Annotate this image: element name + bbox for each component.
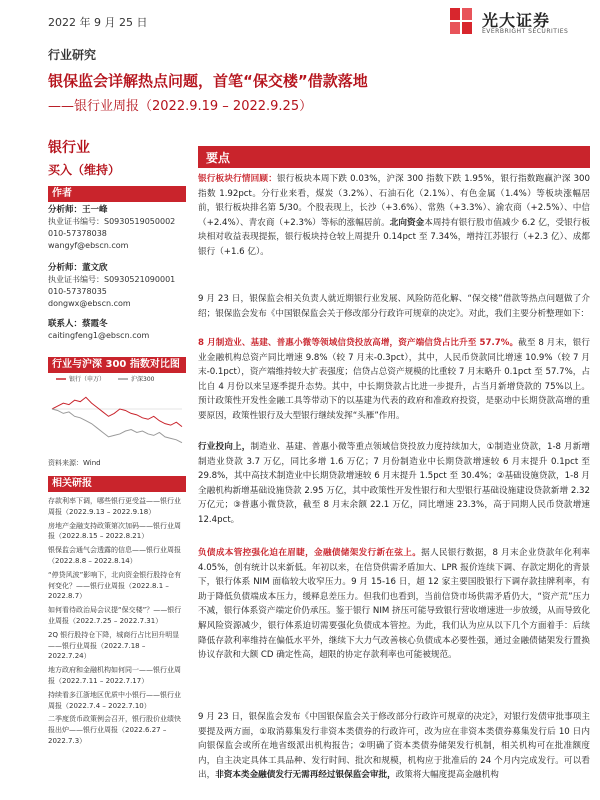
related-report-item[interactable]: 二季度货币政策例会召开，银行股价业绩快报出炉——银行业周报（2022.6.27 – 2022.7.3） — [48, 715, 181, 745]
northbound-text: 本周持有银行股市值减少 6.2 亿，受银行板块相对收益表现提振，银行板块持仓较上周提升 0.14pct 至 7.34%，增持江苏银行（+2.3 亿）、成都银行（+1.6 亿）。 — [198, 217, 590, 257]
related-report-item[interactable]: 房地产金融支持政策第次加码——银行业周报（2022.8.15 – 2022.8.21） — [48, 521, 181, 541]
bond-approval-text: 9 月 23 日，银保监会发布《中国银保监会关于修改部分行政许可规章的决定》，对银行发债审批事项主要提及两方面，①取消募集发行非资本类债券的行政许可，改为应在非资本类债券募集发行后 10 日内向银保监会或所在地省级派出机构报告；②明确了资本类债券储架发行机制，相关机构可在批准额度内，自主决定具体工具品种、发行时间、批次和规模，机构应于批准后的 24 个月内完成发行。可以看出， — [198, 712, 590, 781]
sector-name: 银行业 — [48, 140, 90, 156]
analyst2-name: 分析师：董文欣 — [48, 263, 108, 273]
sectors-lead: 行业投向上， — [198, 442, 251, 452]
paragraph-liability-cost — [198, 546, 590, 663]
analyst2-cert: 执业证书编号：S0930521090001 — [48, 275, 176, 284]
authors-section-header: 作者 — [48, 186, 186, 202]
paragraph-intro: 9 月 23 日，银保监会相关负责人就近期银行业发展、风险防范化解、“保交楼”借款等热点问题做了介绍；银保监会发布《中国银保监会关于修改部分行政许可规章的决定》。对此，我们主要分析整理如下： — [198, 294, 590, 319]
everbright-logo-icon — [448, 6, 476, 38]
analyst1-name: 分析师：王一峰 — [48, 205, 108, 215]
market-review-lead: 银行板块行情回顾： — [198, 174, 277, 184]
bond-approval-bold: 非资本类金融债发行无需再经过银保监会审批， — [215, 770, 396, 781]
analyst1-phone: 010-57378038 — [48, 229, 107, 238]
paragraph-bond-approval — [198, 710, 590, 800]
company-logo — [448, 6, 588, 42]
report-title: 银保监会详解热点问题，首笔“保交楼”借款落地 — [48, 72, 368, 90]
northbound-lead: 北向资金 — [389, 217, 425, 228]
related-report-item[interactable]: 地方政府和金融机构如何同一——银行业周报（2022.7.11 – 2022.7.17） — [48, 666, 181, 685]
legend-label-0: 银行（申万） — [69, 376, 106, 383]
report-type: 行业研究 — [48, 48, 97, 62]
paragraph-credit — [198, 336, 590, 424]
keypoints-label: 要点 — [206, 151, 231, 165]
analyst1-cert: 执业证书编号：S0930519050002 — [48, 217, 176, 226]
credit-lead: 8 月制造业、基建、普惠小微等领域信贷投放高增，资产端信贷占比升至 57.7%。 — [198, 338, 519, 348]
related-reports-list — [48, 496, 186, 750]
analyst1-email[interactable]: wangyf@ebscn.com — [48, 241, 129, 250]
related-report-item[interactable]: 如何看待政治局会议提“保交楼”？——银行业周报（2022.7.25 – 2022.7.31） — [48, 606, 182, 625]
logo-text-cn: 光大证券 — [482, 11, 551, 30]
chart-section-header: 行业与沪深 300 指数对比图 — [48, 357, 186, 373]
rating: 买入（维持） — [48, 163, 121, 177]
related-report-item[interactable]: 银保监会通气会透露的信息——银行业周报（2022.8.8 – 2022.8.14） — [48, 546, 181, 565]
paragraph-sectors — [198, 440, 590, 528]
related-report-item[interactable]: 存款利率下调，哪些银行更受益——银行业周报（2022.9.13 – 2022.9.18） — [48, 497, 181, 516]
chart-source: 资料来源：Wind — [48, 459, 101, 467]
liability-text: 据人民银行数据，8 月末企业贷款年化利率 4.05%，创有统计以来新低。年初以来，在信贷供需矛盾加大、LPR 报价连续下调、存款定期化的背景下，银行体系 NIM 面临较大收窄压力。9 月 15-16 日，超 12 家主要国股银行下调存款挂牌利率，有助于降低负债端成本压力，缓释息差压力。但我们也看到，当前信贷市场供需矛盾仍大，“资产荒”压力不减，银行体系资产端定价仍承压。鉴于银行 NIM 挤压可能导致银行营收增速进一步放缓，从而导致化解风险资源减少，银行体系迫切需要强化负债成本管控。为此，我们认为应从以下几个方面着手：后续降低存款利率维持在偏低水平外，继续下大力气改善核心负债成本必要性强，通过金融债储架发行置换协议存款和大额 CD 确定性高，超限的协定存款利率也可能被规范。 — [198, 548, 590, 661]
legend-label-1: 沪深300 — [131, 376, 155, 383]
report-subtitle: ——银行业周报（2022.9.19 – 2022.9.25） — [48, 99, 313, 114]
keypoints-bar — [198, 146, 590, 168]
paragraph-market-review — [198, 172, 590, 260]
related-report-item[interactable]: 2Q 银行股持仓下降，城商行占比回升明显——银行业周报（2022.7.18 – 2022.7.24） — [48, 630, 180, 661]
analyst2-email[interactable]: dongwx@ebscn.com — [48, 299, 131, 308]
logo-text-en: EVERBRIGHT SECURITIES — [482, 28, 569, 35]
related-report-item[interactable]: 持续看多江浙地区优质中小银行——银行业周报（2022.7.4 – 2022.7.10） — [48, 690, 181, 710]
contact-name: 联系人：蔡霞冬 — [48, 319, 108, 329]
analyst2-phone: 010-57378035 — [48, 287, 107, 296]
report-date: 2022 年 9 月 25 日 — [48, 16, 148, 29]
series-line-0 — [52, 397, 182, 426]
index-comparison-chart — [48, 373, 186, 457]
related-report-item[interactable]: “停贷风波”影响下，北向资金银行股持仓有何变化？——银行业周报（2022.8.1 – 2022.8.7） — [48, 570, 182, 601]
liability-lead: 负债成本管控强化迫在眉睫，金融债储架发行新在弦上。 — [198, 548, 422, 558]
contact-email[interactable]: caitingfeng1@ebscn.com — [48, 331, 150, 340]
market-review-text: 银行板块本周下跌 0.03%，沪深 300 指数下跌 1.95%，银行指数跑赢沪深 300 指数 1.92pct。分行业来看，煤炭（3.2%）、石油石化（2.1%）、有色金属（1.4%）等板块涨幅居前，银行板块排名第 5/30。个股表现上，长沙（+3.6%）、常熟（+3.3%）、渝农商（+2.5%）、中信（+2.4%）、青农商（+2.3%）等标的涨幅居前。 — [198, 174, 590, 228]
bond-approval-tail: 政策将大幅度提高金融机构 — [395, 770, 499, 781]
sectors-text: 制造业、基建、普惠小微等重点领域信贷投放力度持续加大，①制造业贷款，1-8 月新增制造业贷款 3.7 万亿，同比多增 1.6 万亿；7 月份制造业中长期贷款增速较 6 月末提升 0.1pct 至 29.8%，其中高技术制造业中长期贷款增速较 6 月末提升 1.5pct 至 30.4%；②基础设施贷款，1-8 月全融机构新增基础设施贷款 2.95 万亿，其中政策性开发性银行和大型银行基础设施建设贷款新增 2.32 万亿元；③普惠小微贷款，截至 8 月末余额 22.1 万亿，同比增速 23.3%，高于同期人民币贷款增速 12.4pct。 — [198, 442, 590, 525]
authors-block — [48, 204, 188, 342]
credit-text: 截至 8 月末，银行业金融机构总资产同比增速 9.8%（较 7 月末-0.3pct），其中，人民币贷款同比增速 10.9%（较 7 月末-0.1pct），资产端维持较大扩表强度；信贷占总资产规模的比重较 7 月末略升 0.1pct 至 57.7%，占比自 4 月份以来呈逐季提升态势。其中，中长期贷款占比进一步提升，占当月新增贷款的 75%以上。预计政策性开发性金融工具等带动下的以基建为代表的政府和准政府投资，是驱动中长期贷款高增的重要原因，政策性银行及大型银行继续发挥“头雁”作用。 — [198, 338, 590, 421]
related-section-header: 相关研报 — [48, 476, 186, 492]
series-line-1 — [52, 409, 182, 443]
